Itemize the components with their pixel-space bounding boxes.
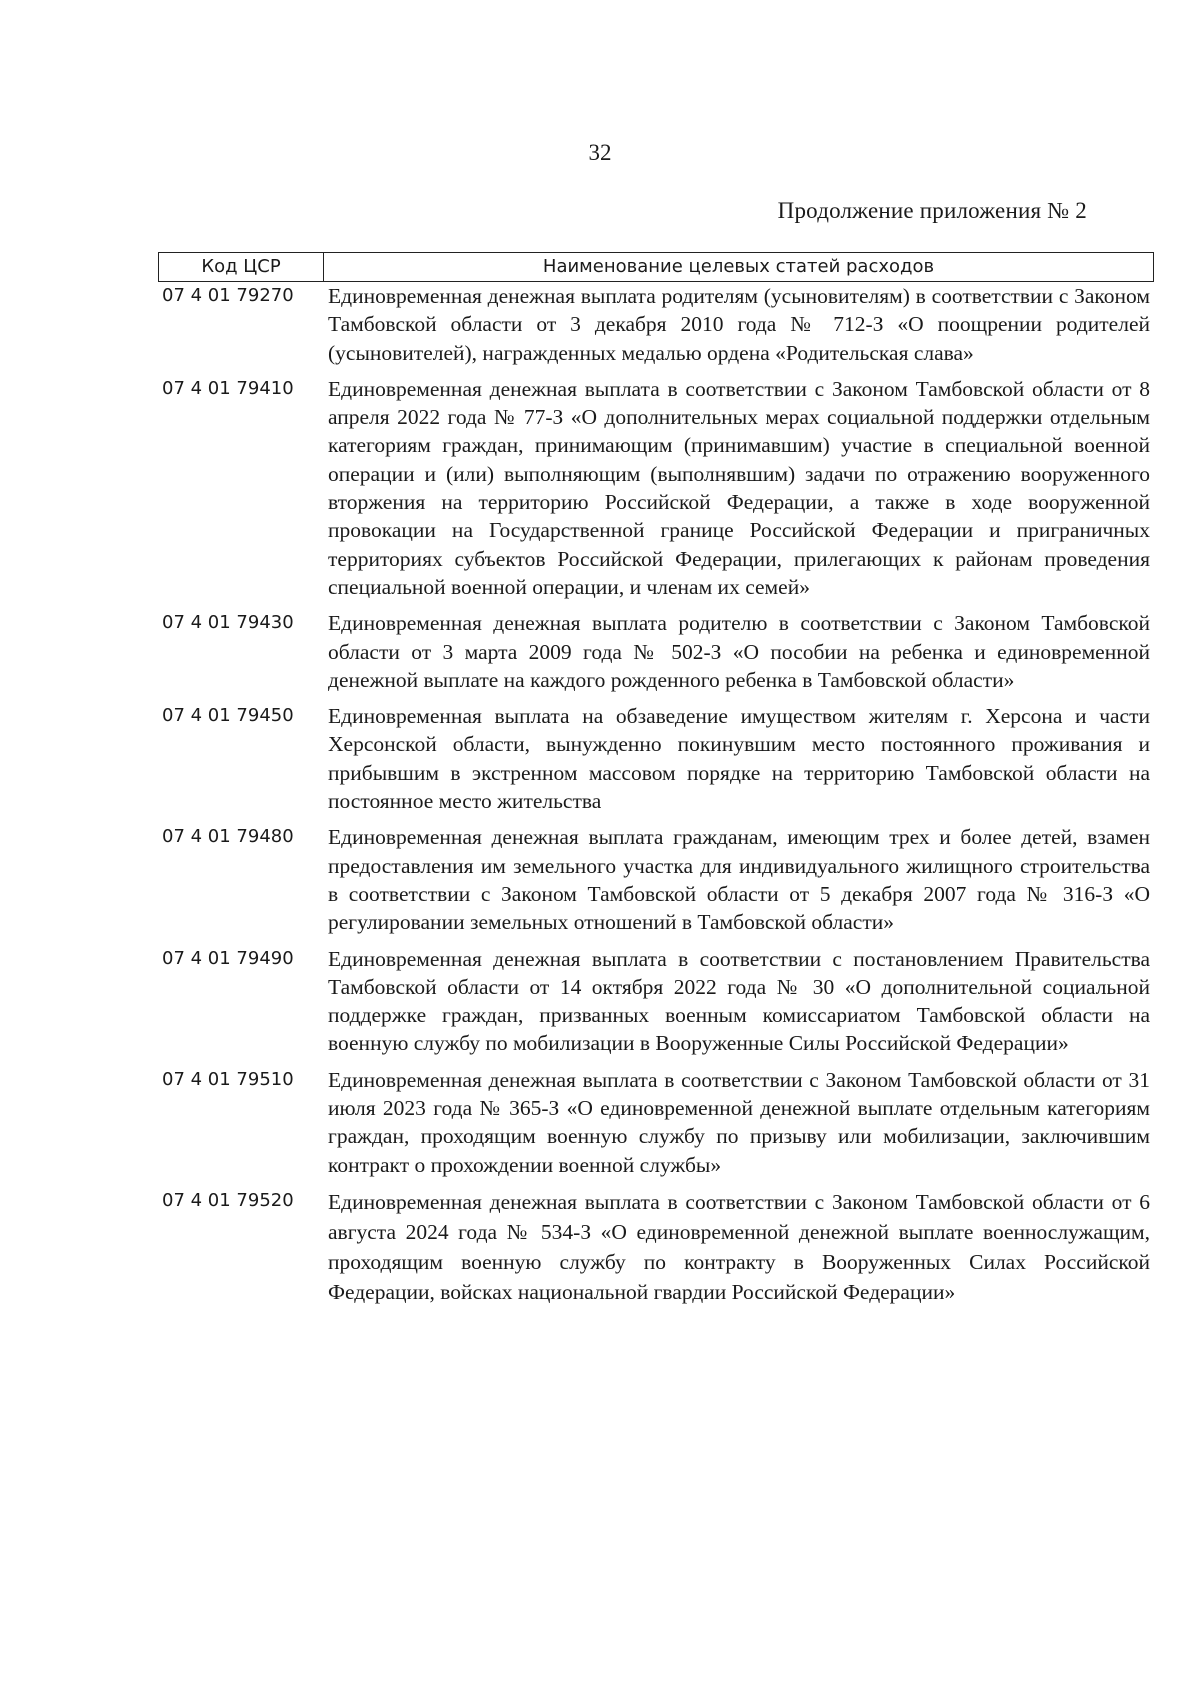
row-name: Единовременная денежная выплата родителям (усыновителям) в соответствии с Законом Тамбовской области от 3 декабря 2010 года № 712-З «О поощрении родителей (усыновителей), награжденных медалью ордена «Родительская слава»: [328, 284, 1150, 365]
row-code: 07 4 01 79410: [162, 377, 294, 399]
table-row: [158, 702, 1154, 815]
row-code: 07 4 01 79510: [162, 1068, 294, 1090]
row-code: 07 4 01 79450: [162, 705, 294, 727]
row-name: Единовременная денежная выплата в соответствии с Законом Тамбовской области от 6 августа 2024 года № 534-З «О единовременной денежной выплате военнослужащим, проходящим военную службу по контракту в Вооруженных Силах Российской Федерации, войсках национальной гвардии Российской Федерации»: [328, 1189, 1150, 1304]
table-row: [158, 282, 1154, 367]
table-row: [158, 1066, 1154, 1179]
row-code: 07 4 01 79490: [162, 947, 294, 969]
table-row: [158, 1187, 1154, 1307]
table-header: [158, 252, 1154, 282]
row-code: 07 4 01 79430: [162, 612, 294, 634]
table-row: [158, 375, 1154, 601]
header-code: Код ЦСР: [159, 253, 324, 281]
row-name: Единовременная денежная выплата в соответствии с Законом Тамбовской области от 31 июля 2023 года № 365-З «О единовременной денежной выплате отдельным категориям граждан, проходящим военную службу по призыву или мобилизации, заключившим контракт о прохождении военной службы»: [328, 1067, 1150, 1177]
row-code: 07 4 01 79480: [162, 826, 294, 848]
row-name: Единовременная денежная выплата в соответствии с постановлением Правительства Тамбовской области от 14 октября 2022 года № 30 «О дополнительной социальной поддержке граждан, призванных военным комиссариатом Тамбовской области на военную службу по мобилизации в Вооруженные Силы Российской Федерации»: [328, 946, 1150, 1056]
row-name: Единовременная денежная выплата родителю в соответствии с Законом Тамбовской области от 3 марта 2009 года № 502-З «О пособии на ребенка и единовременной денежной выплате на каждого рожденного ребенка в Тамбовской области»: [328, 611, 1150, 692]
table-row: [158, 609, 1154, 694]
row-name: Единовременная денежная выплата гражданам, имеющим трех и более детей, взамен предоставления им земельного участка для индивидуального жилищного строительства в соответствии с Законом Тамбовской области от 5 декабря 2007 года № 316-З «О регулировании земельных отношений в Тамбовской области»: [328, 825, 1150, 935]
header-name: Наименование целевых статей расходов: [542, 256, 935, 277]
appendix-continuation-title: Продолжение приложения № 2: [777, 198, 1087, 223]
budget-codes-table: [158, 252, 1154, 1315]
table-row: [158, 823, 1154, 936]
row-code: 07 4 01 79270: [162, 285, 294, 306]
row-name: Единовременная денежная выплата в соответствии с Законом Тамбовской области от 8 апреля 2022 года № 77-З «О дополнительных мерах социальной поддержки отдельным категориям граждан, принимающим (принимавшим) участие в специальной военной операции и (или) выполняющим (выполнявшим) задачи по отражению вооруженного вторжения на территорию Российской Федерации, а также в ходе вооруженной провокации на Государственной границе Российской Федерации и приграничных территориях субъектов Российской Федерации, прилегающих к районам проведения специальной военной операции, и членам их семей»: [328, 376, 1150, 599]
row-code: 07 4 01 79520: [162, 1189, 294, 1211]
row-name: Единовременная выплата на обзаведение имуществом жителям г. Херсона и части Херсонской области, вынужденно покинувшим место постоянного проживания и прибывшим в экстренном массовом порядке на территорию Тамбовской области на постоянное место жительства: [328, 704, 1150, 814]
page-number: 32: [588, 140, 612, 165]
table-row: [158, 945, 1154, 1058]
